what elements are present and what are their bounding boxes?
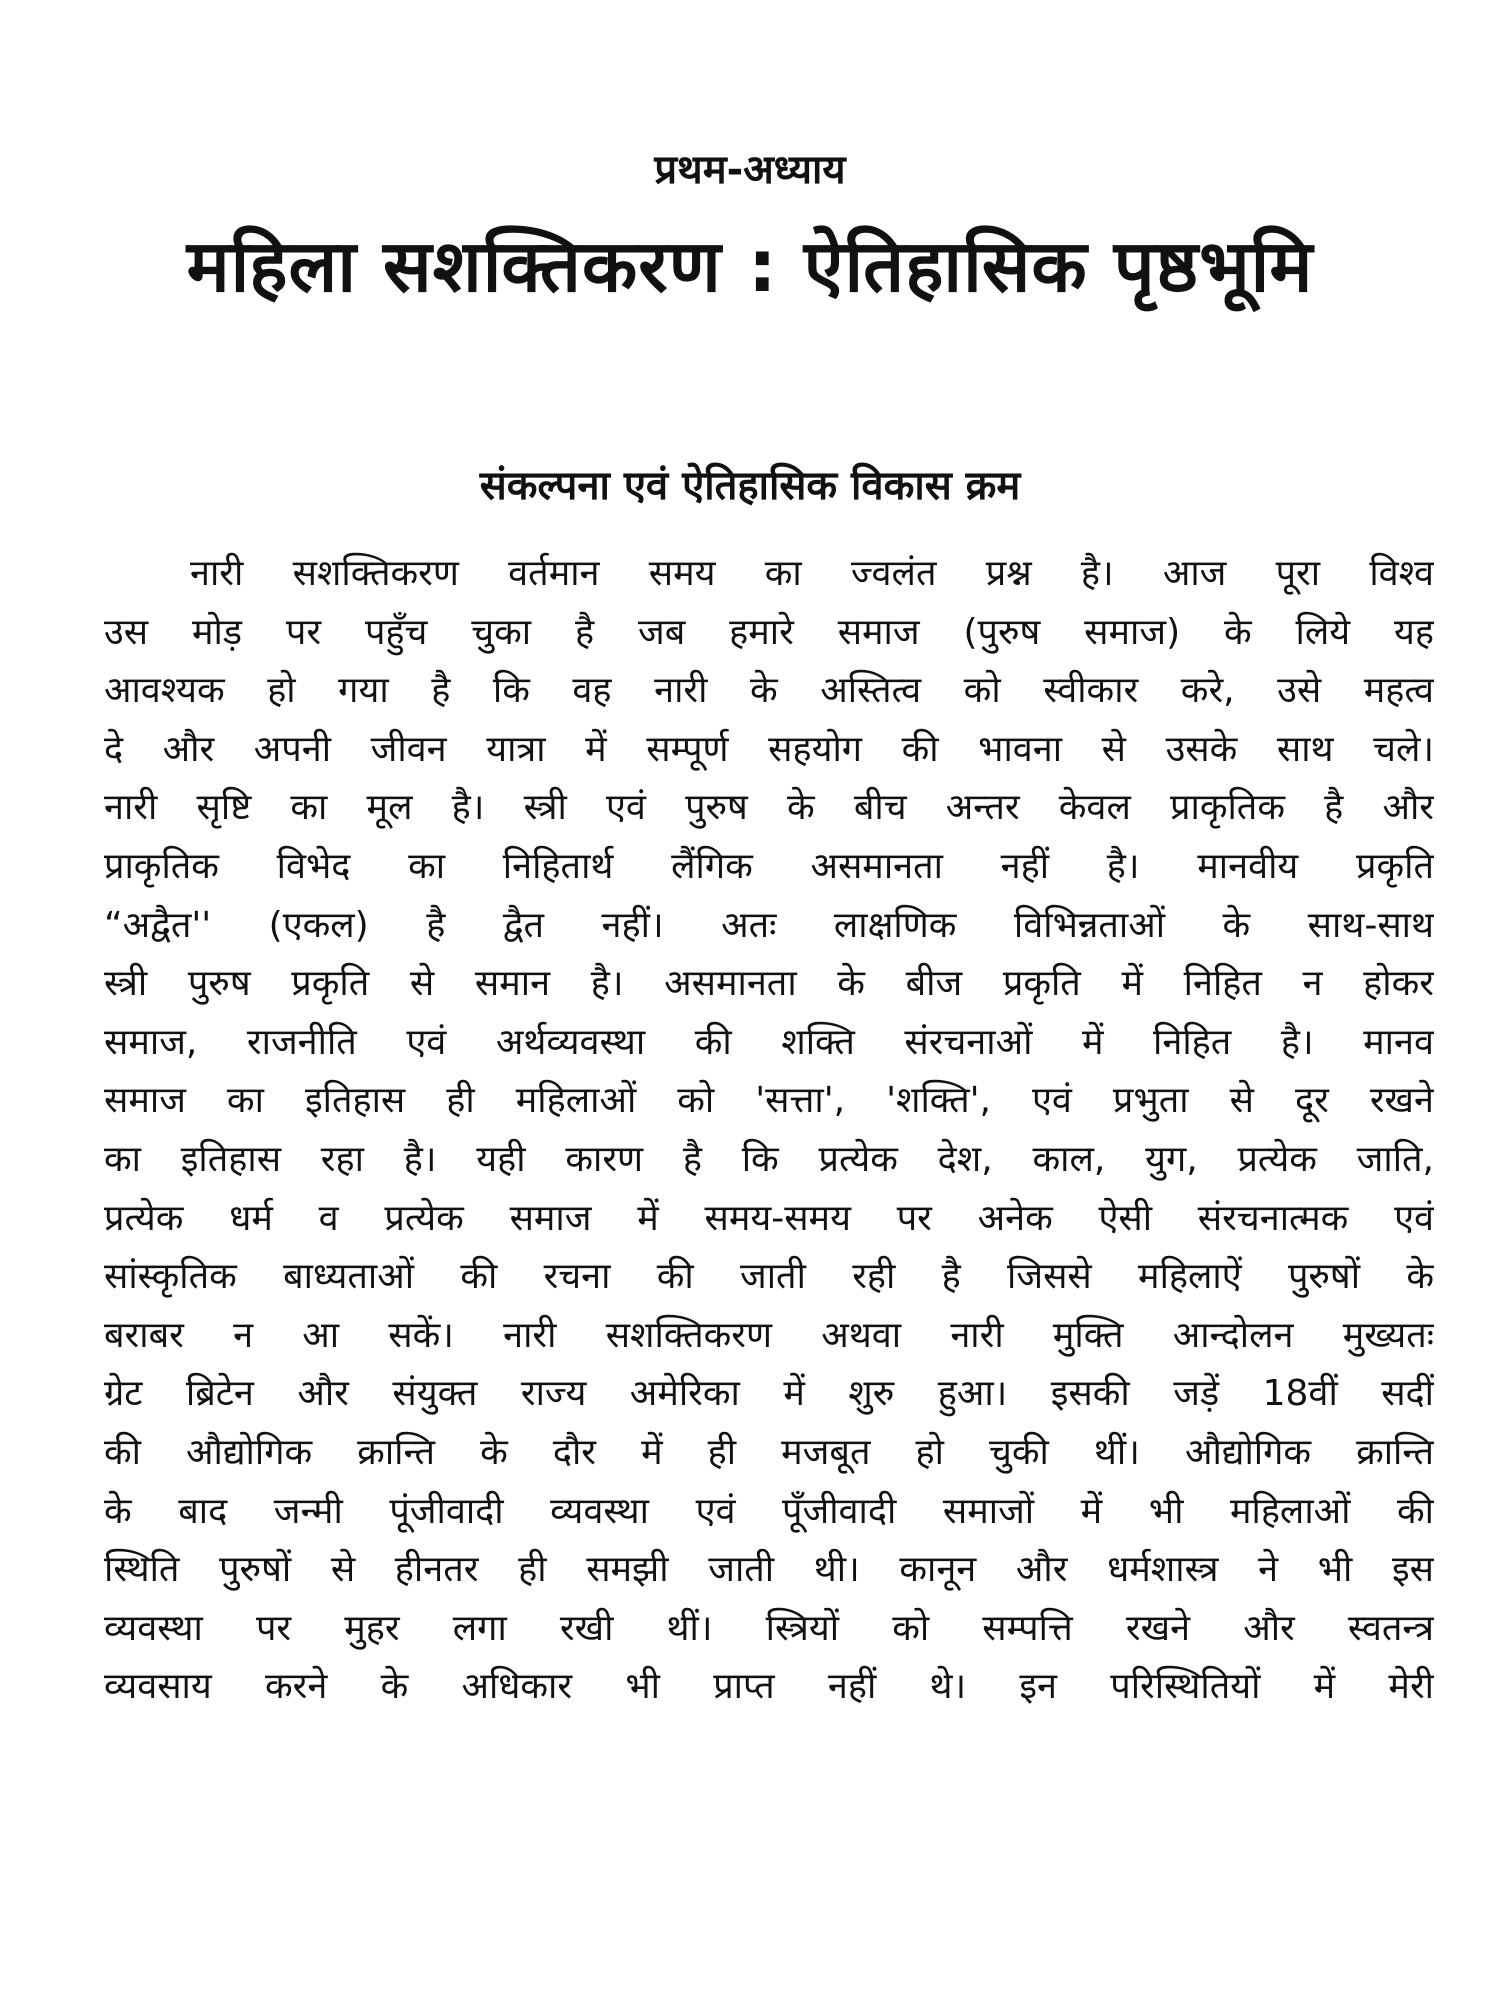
body-line: समाज का इतिहास ही महिलाओं को 'सत्ता', 'शक्ति', एवं प्रभुता से दूर रखने (104, 1080, 1434, 1122)
body-line: ग्रेट ब्रिटेन और संयुक्त राज्य अमेरिका में शुरु हुआ। इसकी जड़ें 18वीं सदीं (104, 1373, 1434, 1415)
body-line: स्त्री पुरुष प्रकृति से समान है। असमानता के बीज प्रकृति में निहित न होकर (104, 963, 1434, 1005)
body-line: प्रत्येक धर्म व प्रत्येक समाज में समय-समय पर अनेक ऐसी संरचनात्मक एवं (104, 1197, 1434, 1239)
body-line: प्राकृतिक विभेद का निहितार्थ लैंगिक असमानता नहीं है। मानवीय प्रकृति (104, 845, 1434, 887)
body-line: बराबर न आ सकें। नारी सशक्तिकरण अथवा नारी मुक्ति आन्दोलन मुख्यतः (104, 1314, 1434, 1356)
body-line: आवश्यक हो गया है कि वह नारी के अस्तित्व को स्वीकार करे, उसे महत्व (104, 670, 1434, 712)
body-line: की औद्योगिक क्रान्ति के दौर में ही मजबूत हो चुकी थीं। औद्योगिक क्रान्ति (104, 1431, 1434, 1473)
body-paragraph (104, 545, 1434, 1717)
section-heading: संकल्पना एवं ऐतिहासिक विकास क्रम (479, 463, 1021, 509)
body-line: नारी सृष्टि का मूल है। स्त्री एवं पुरुष के बीच अन्तर केवल प्राकृतिक है और (104, 787, 1434, 829)
body-line: के बाद जन्मी पूंजीवादी व्यवस्था एवं पूँजीवादी समाजों में भी महिलाओं की (104, 1490, 1434, 1532)
body-line: “अद्वैत'' (एकल) है द्वैत नहीं। अतः लाक्षणिक विभिन्नताओं के साथ-साथ (104, 904, 1434, 946)
chapter-label: प्रथम-अध्याय (654, 147, 846, 193)
body-line: व्यवसाय करने के अधिकार भी प्राप्त नहीं थे। इन परिस्थितियों में मेरी (104, 1666, 1434, 1708)
body-line: नारी सशक्तिकरण वर्तमान समय का ज्वलंत प्रश्न है। आज पूरा विश्व (190, 553, 1434, 594)
body-line: का इतिहास रहा है। यही कारण है कि प्रत्येक देश, काल, युग, प्रत्येक जाति, (104, 1138, 1434, 1180)
body-line: स्थिति पुरुषों से हीनतर ही समझी जाती थी। कानून और धर्मशास्त्र ने भी इस (104, 1549, 1434, 1591)
body-line: उस मोड़ पर पहुँच चुका है जब हमारे समाज (पुरुष समाज) के लिये यह (104, 611, 1434, 653)
chapter-title: महिला सशक्तिकरण : ऐतिहासिक पृष्ठभूमि (186, 224, 1314, 308)
body-line: सांस्कृतिक बाध्यताओं की रचना की जाती रही है जिससे महिलाऐं पुरुषों के (104, 1256, 1434, 1298)
body-line: समाज, राजनीति एवं अर्थव्यवस्था की शक्ति संरचनाओं में निहित है। मानव (104, 1021, 1434, 1063)
body-line: व्यवस्था पर मुहर लगा रखी थीं। स्त्रियों को सम्पत्ति रखने और स्वतन्त्र (104, 1607, 1434, 1649)
body-line: दे और अपनी जीवन यात्रा में सम्पूर्ण सहयोग की भावना से उसके साथ चले। (104, 728, 1434, 770)
